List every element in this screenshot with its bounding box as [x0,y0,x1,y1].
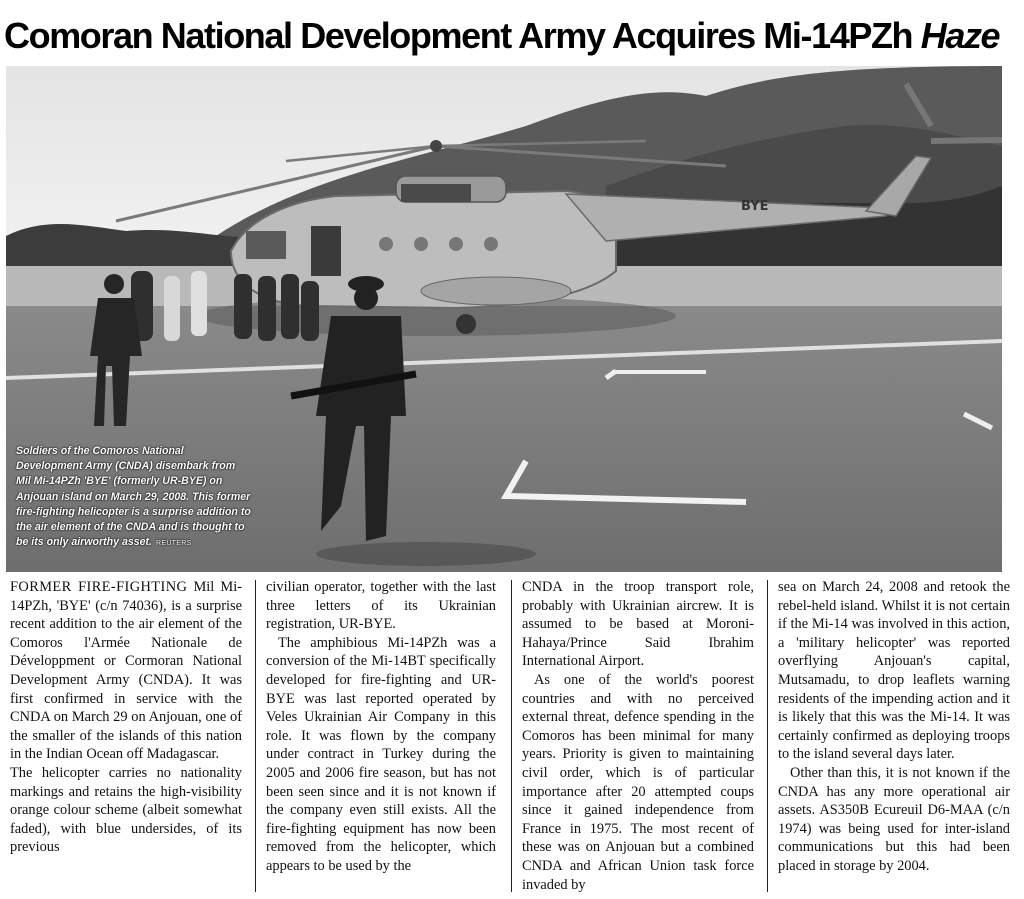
article-column-2 [266,578,496,896]
article-column-1 [10,578,242,896]
headline-main: Comoran National Development Army Acquires Mi-14PZh [4,15,921,56]
caption-text: Soldiers of the Comoros National Development Army (CNDA) disembark from Mil Mi-14PZh 'BYE' (formerly UR-BYE) on Anjouan island on March 29, 2008. This former fire-fighting helicopter is a surprise addition to the air element of the CNDA and is thought to be its only airworthy asset. [16,445,251,549]
fuselage-code: BYE [741,199,769,214]
column-divider [767,580,768,892]
article-column-4 [778,578,1010,896]
photo-credit: REUTERS [156,540,192,548]
column-divider [255,580,256,892]
paragraph: sea on March 24, 2008 and retook the rebel-held island. Whilst it is not certain if the Mi-14 was involved in this action, a 'military helicopter' was reported overflying Anjouan's capital, Mutsamadu, to drop leaflets warning residents of the impending action and it is likely that this was the Mi-14. It was certainly confirmed as deploying troops to the island several days later. [778,579,1010,763]
article-headline [4,10,1020,62]
paragraph: CNDA in the troop transport role, probably with Ukrainian aircrew. It is assumed to be based at Moroni-Hahaya/Prince Said Ibrahim International Airport. [522,579,754,670]
paragraph: civilian operator, together with the last three letters of its Ukrainian registration, UR-BYE. [266,579,496,633]
paragraph [10,578,242,764]
headline-italic-name: Haze [920,15,1000,56]
lead-in-caps: FORMER FIRE-FIGHTING [10,579,188,595]
paragraph: Other than this, it is not known if the CNDA has any more operational air assets. AS350B Ecureuil D6-MAA (c/n 1974) was being used for inter-island communications but this had been placed in storage by 2004. [778,764,1010,874]
article-body [0,578,1024,899]
paragraph: The amphibious Mi-14PZh was a conversion of the Mi-14BT specifically developed for fire-fighting and UR-BYE was last reported operated by Veles Ukrainian Air Company in this role. It was flown by the company under contract in Turkey during the 2005 and 2006 fire season, but has not been seen since and it is not known if the company even still exists. All the fire-fighting equipment has now been removed from the helicopter, which appears to be used by the [266,634,496,874]
article-column-3 [522,578,754,896]
paragraph: The helicopter carries no nationality markings and retains the high-visibility orange colour scheme (albeit somewhat faded), with blue undersides, of its previous [10,764,242,856]
paragraph: As one of the world's poorest countries and with no perceived external threat, defence spending in the Comoros has been minimal for many years. Priority is given to maintaining civil order, which is of particular importance after 20 attempted coups since it gained independence from France in 1975. The most recent of these was on Anjouan but a combined CNDA and African Union task force invaded by [522,671,754,893]
paragraph-text: Mil Mi-14PZh, 'BYE' (c/n 74036), is a surprise recent addition to the air element of the Comoros l'Armée Nationale de Développment or Cormoran National Development Army (CNDA). It was first confirmed in service with the CNDA on March 29 on Anjouan, one of the smaller of the islands of this nation in the Indian Ocean off Madagascar. [10,579,242,763]
photo-caption [16,444,252,551]
soldier-shadow [316,542,536,566]
column-divider [511,580,512,892]
